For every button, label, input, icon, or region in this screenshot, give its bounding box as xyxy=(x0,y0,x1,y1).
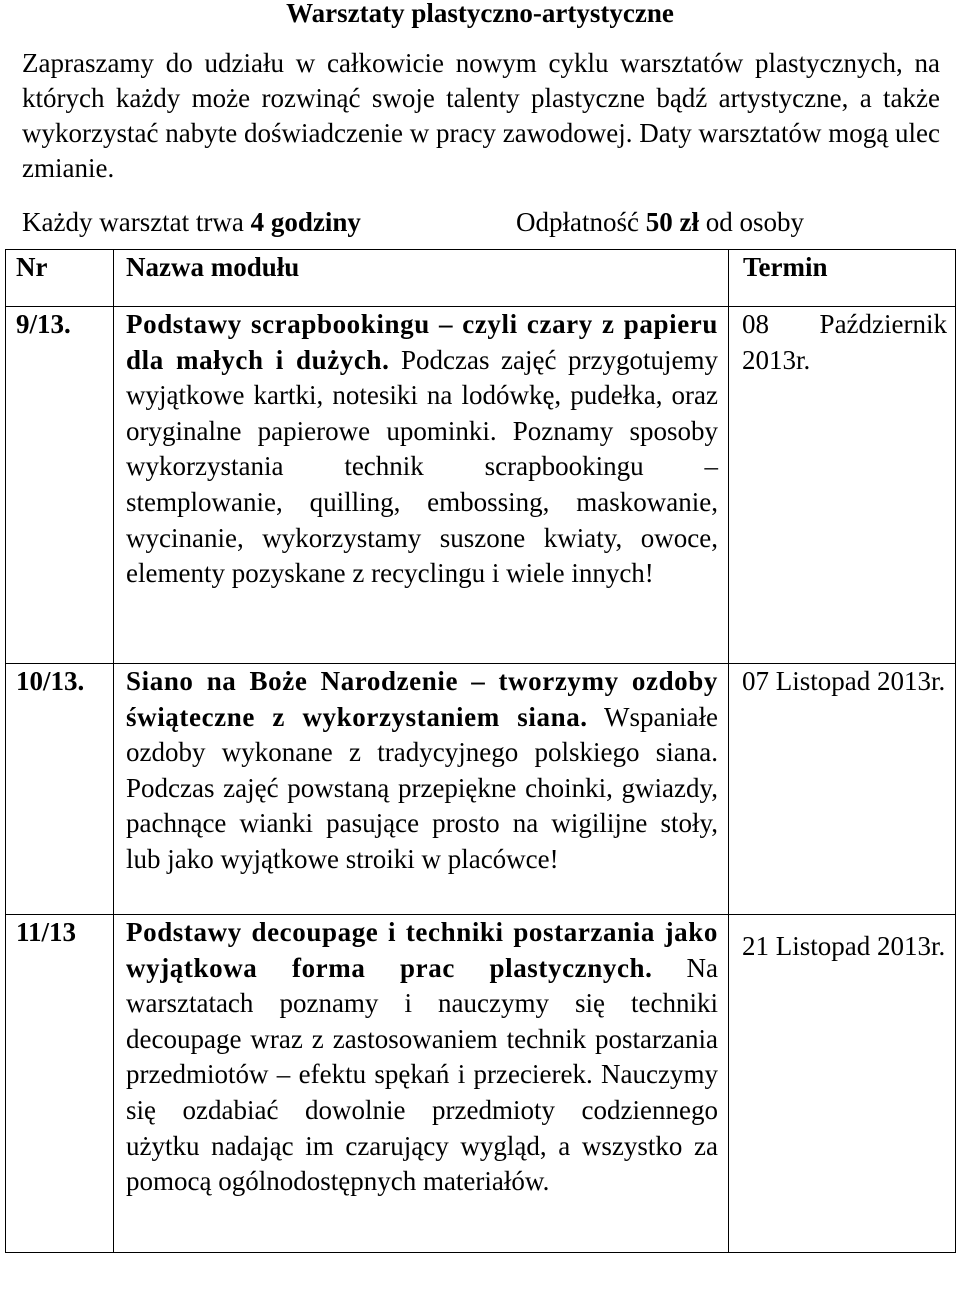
module-term: 08 Październik 2013r. xyxy=(729,307,956,664)
table-row xyxy=(6,307,956,664)
module-number: 9/13. xyxy=(6,307,114,664)
document-title: Warsztaty plastyczno-artystyczne xyxy=(286,0,674,28)
module-term: 21 Listopad 2013r. xyxy=(729,915,956,1253)
price-value: 50 zł xyxy=(645,207,699,237)
price-prefix: Odpłatność xyxy=(516,207,646,237)
module-title: Siano na Boże Narodzenie – tworzymy ozdoby świąteczne z wykorzystaniem siana. xyxy=(126,666,718,732)
module-title: Podstawy decoupage i techniki postarzania jako wyjątkowa forma prac plastycznych. xyxy=(126,917,718,983)
header-nr: Nr xyxy=(6,250,114,307)
duration-prefix: Każdy warsztat trwa xyxy=(22,207,251,237)
module-description xyxy=(114,664,729,915)
table-row xyxy=(6,664,956,915)
intro-paragraph: Zapraszamy do udziału w całkowicie nowym cyklu warsztatów plastycznych, na których każdy może rozwinąć swoje talenty plastyczne bądź artystyczne, a także wykorzystać nabyte doświadczenie w pracy zawodowej. Daty warsztatów mogą ulec zmianie. xyxy=(22,48,940,183)
module-number: 11/13 xyxy=(6,915,114,1253)
price-suffix: od osoby xyxy=(698,207,804,237)
modules-table xyxy=(5,249,956,1253)
table-row xyxy=(6,915,956,1253)
module-text: Na warsztatach poznamy i nauczymy się techniki decoupage wraz z zastosowaniem technik postarzania przedmiotów – efektu spękań i przecierek. Nauczymy się ozdabiać dowolnie przedmioty codziennego użytku nadając im czarujący wygląd, a wszystko za pomocą ogólnodostępnych materiałów. xyxy=(126,952,718,1197)
module-text: Podczas zajęć przygotujemy wyjątkowe kartki, notesiki na lodówkę, pudełka, oraz oryginalne papierowe upominki. Poznamy sposoby wykorzystania technik scrapbookingu – stemplowanie, quilling, embossing, maskowanie, wycinanie, wykorzystamy suszone kwiaty, owoce, elementy pozyskane z recyclingu i wiele innych! xyxy=(126,344,718,589)
duration-info xyxy=(22,204,361,240)
price-info xyxy=(516,204,804,240)
duration-value: 4 godziny xyxy=(250,207,361,237)
module-description xyxy=(114,307,729,664)
module-number: 10/13. xyxy=(6,664,114,915)
header-term: Termin xyxy=(729,250,956,307)
module-title: Podstawy scrapbookingu – czyli czary z papieru dla małych i dużych. xyxy=(126,309,718,375)
table-header-row xyxy=(6,250,956,307)
module-description xyxy=(114,915,729,1253)
module-text: Wspaniałe ozdoby wykonane z tradycyjnego polskiego siana. Podczas zajęć powstaną przepiękne choinki, gwiazdy, pachnące wianki pasujące prosto na wigilijne stoły, lub jako wyjątkowe stroiki w placówce! xyxy=(126,701,718,874)
header-module-name: Nazwa modułu xyxy=(114,250,729,307)
workshop-info-line xyxy=(22,204,942,240)
module-term: 07 Listopad 2013r. xyxy=(729,664,956,915)
